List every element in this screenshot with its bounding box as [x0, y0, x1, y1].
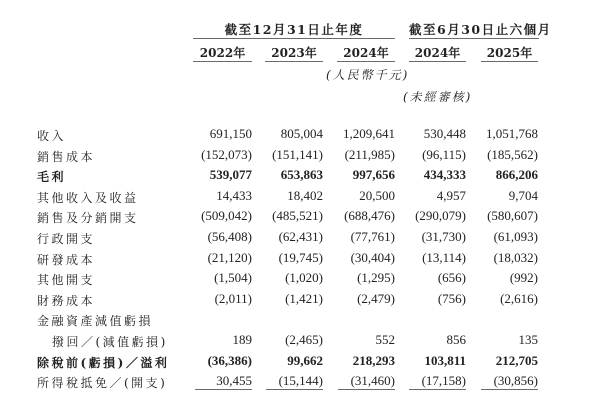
- row-value: (96,115): [422, 146, 466, 162]
- year-header: 2024年: [414, 46, 461, 60]
- row-value: (211,985): [344, 146, 395, 162]
- row-value: (1,421): [285, 290, 323, 306]
- row-value: (18,032): [493, 249, 538, 265]
- row-value: 691,150: [209, 126, 252, 141]
- year-header-rule: [193, 61, 252, 62]
- row-value: 30,455: [216, 373, 252, 389]
- row-value: 103,811: [424, 352, 466, 368]
- total-rule: [409, 389, 466, 390]
- row-value: (2,465): [285, 332, 323, 347]
- row-label: 毛利: [37, 170, 67, 185]
- unaudited-note: (未經審核): [403, 90, 473, 104]
- row-value: (17,158): [421, 373, 466, 389]
- total-rule: [338, 389, 395, 390]
- total-rule: [266, 389, 323, 390]
- row-label: 財務成本: [37, 293, 96, 308]
- row-value: (509,042): [201, 208, 252, 224]
- row-value: (30,404): [350, 249, 395, 265]
- row-value: 1,051,768: [486, 126, 538, 141]
- row-label: 行政開支: [37, 232, 96, 246]
- row-value: (62,431): [278, 229, 323, 244]
- row-value: (13,114): [422, 249, 466, 265]
- row-value: 530,448: [423, 126, 466, 141]
- year-header: 2024年: [343, 46, 389, 60]
- row-value: 539,077: [209, 167, 252, 183]
- row-value: (21,120): [207, 249, 252, 265]
- row-value: (290,079): [415, 208, 466, 224]
- row-value: 99,662: [287, 352, 323, 368]
- row-value: (152,073): [201, 146, 252, 162]
- row-value: (77,761): [350, 229, 395, 244]
- row-value: (1,295): [357, 270, 395, 286]
- year-header: 2025年: [486, 46, 533, 60]
- row-value: (1,504): [214, 270, 252, 286]
- row-value: (36,386): [207, 352, 252, 368]
- year-header-rule: [409, 61, 466, 62]
- row-value: 189: [232, 332, 252, 347]
- row-value: (656): [437, 270, 466, 286]
- row-value: 9,704: [508, 187, 538, 203]
- year-header-rule: [265, 61, 323, 62]
- row-label: 撥回／(減值虧損): [52, 335, 168, 349]
- row-value: 20,500: [359, 187, 395, 203]
- row-value: (992): [509, 270, 538, 286]
- row-value: 856: [446, 332, 466, 347]
- year-header-rule: [337, 61, 395, 62]
- unit-note: (人民幣千元): [326, 68, 410, 82]
- row-value: (2,479): [357, 290, 395, 306]
- group-header-fiscal-year: 截至12月31日止年度: [224, 22, 364, 37]
- row-value: 218,293: [352, 352, 395, 368]
- row-label: 銷售及分銷開支: [37, 211, 139, 226]
- row-value: (15,144): [278, 373, 323, 389]
- total-rule: [195, 389, 252, 390]
- row-value: (756): [437, 290, 466, 306]
- year-header: 2023年: [271, 46, 317, 60]
- row-label: 其他開支: [37, 273, 96, 288]
- total-rule: [481, 389, 538, 390]
- row-value: (61,093): [493, 229, 538, 244]
- row-value: 434,333: [423, 167, 466, 183]
- row-value: (2,011): [214, 290, 252, 306]
- row-label: 銷售成本: [37, 149, 96, 164]
- row-label: 研發成本: [37, 252, 96, 267]
- row-value: 4,957: [436, 187, 466, 203]
- row-value: (485,521): [272, 208, 323, 224]
- row-value: (185,562): [487, 146, 538, 162]
- row-value: (30,856): [493, 373, 538, 389]
- row-label: 金融資產減值虧損: [37, 314, 154, 329]
- row-value: (31,460): [350, 373, 395, 389]
- row-value: (151,141): [272, 146, 323, 162]
- row-value: (688,476): [344, 208, 395, 224]
- row-value: 653,863: [280, 167, 323, 183]
- row-value: 18,402: [287, 187, 323, 203]
- row-value: 1,209,641: [343, 126, 395, 141]
- row-value: 997,656: [352, 167, 395, 183]
- row-value: 14,433: [216, 187, 252, 203]
- year-header: 2022年: [199, 46, 246, 60]
- row-value: (2,616): [500, 290, 538, 306]
- group-header-rule: [409, 38, 539, 39]
- row-value: 805,004: [280, 126, 323, 141]
- row-label: 除稅前(虧損)／溢利: [37, 355, 170, 370]
- row-label: 所得稅抵免／(開支): [37, 376, 168, 391]
- row-value: (580,607): [487, 208, 538, 224]
- row-value: 866,206: [495, 167, 538, 183]
- row-value: 552: [375, 332, 395, 347]
- row-value: (56,408): [207, 229, 252, 244]
- row-value: (19,745): [278, 249, 323, 265]
- row-value: (31,730): [421, 229, 466, 244]
- row-label: 收入: [37, 129, 67, 143]
- row-value: 135: [518, 332, 538, 347]
- group-header-six-months: 截至6月30日止六個月: [409, 22, 552, 37]
- row-label: 其他收入及收益: [37, 190, 139, 205]
- row-value: 212,705: [495, 352, 538, 368]
- group-header-rule: [193, 38, 395, 39]
- year-header-rule: [481, 61, 538, 62]
- row-value: (1,020): [285, 270, 323, 286]
